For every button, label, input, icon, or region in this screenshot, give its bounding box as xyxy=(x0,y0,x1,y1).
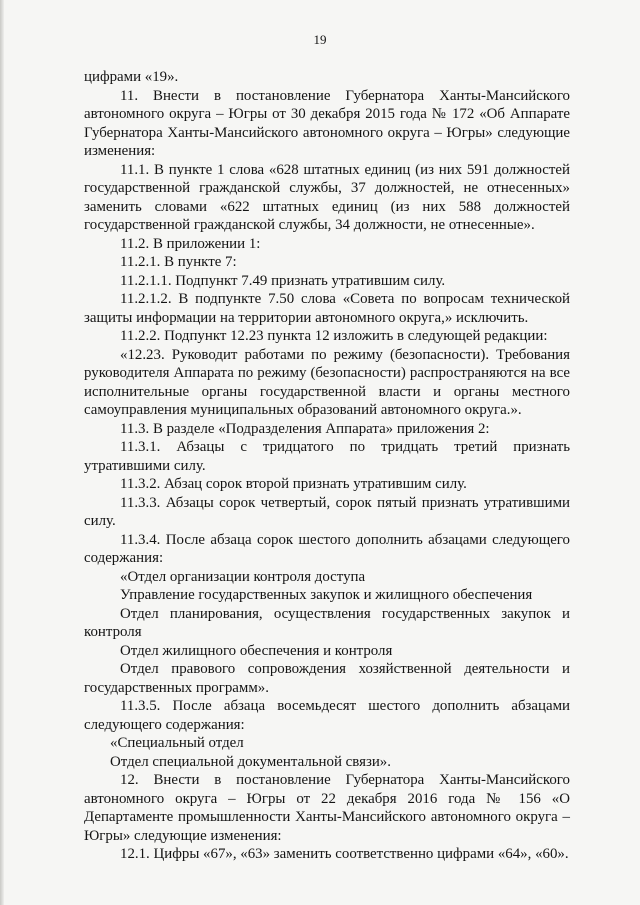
paragraph: «Специальный отдел xyxy=(110,735,244,751)
paragraph: 11.3.5. После абзаца восемьдесят шестого дополнить абзацами следующего содержания: xyxy=(84,698,570,733)
paragraph: Отдел планирования, осуществления государственных закупок и контроля xyxy=(84,605,570,640)
page-edge-shadow xyxy=(0,0,4,905)
paragraph: 11.3.4. После абзаца сорок шестого дополнить абзацами следующего содержания: xyxy=(84,531,570,566)
paragraph: 11.3.3. Абзацы сорок четвертый, сорок пятый признать утратившими силу. xyxy=(84,494,570,529)
paragraph: 11. Внести в постановление Губернатора Ханты-Мансийского автономного округа – Югры от 30 декабря 2015 года № 172 «Об Аппарате Губернатора Ханты-Мансийского автономного округа – Югры» следующие изменения: xyxy=(84,87,570,159)
paragraph: 11.2.2. Подпункт 12.23 пункта 12 изложить в следующей редакции: xyxy=(120,328,548,344)
paragraph: цифрами «19». xyxy=(84,69,179,85)
paragraph: Отдел специальной документальной связи». xyxy=(110,753,391,770)
paragraph: 11.3.1. Абзацы с тридцатого по тридцать третий признать утратившими силу. xyxy=(84,439,570,474)
paragraph: 11.3. В разделе «Подразделения Аппарата» приложения 2: xyxy=(120,420,490,437)
document-body xyxy=(84,68,570,864)
paragraph: 11.2.1.1. Подпункт 7.49 признать утратившим силу. xyxy=(120,272,446,289)
page-number: 19 xyxy=(313,32,327,47)
paragraph: Управление государственных закупок и жилищного обеспечения xyxy=(120,587,533,603)
paragraph: «12.23. Руководит работами по режиму (безопасности). Требования руководителя Аппарата по режиму (безопасности) распространяются на все исполнительные органы государственной власти и органы местного самоуправления муниципальных образований автономного округа.». xyxy=(84,346,570,418)
paragraph: 11.2. В приложении 1: xyxy=(120,235,261,252)
paragraph: 12.1. Цифры «67», «63» заменить соответственно цифрами «64», «60». xyxy=(120,846,569,862)
paragraph: 12. Внести в постановление Губернатора Ханты-Мансийского автономного округа – Югры от 22 декабря 2016 года № 156 «О Департаменте промышленности Ханты-Мансийского автономного округа – Югры» следующие изменения: xyxy=(84,772,570,844)
paragraph: Отдел правового сопровождения хозяйственной деятельности и государственных программ». xyxy=(84,661,570,696)
paragraph: 11.3.2. Абзац сорок второй признать утратившим силу. xyxy=(120,476,467,492)
paragraph: Отдел жилищного обеспечения и контроля xyxy=(120,642,393,659)
paragraph: 11.2.1.2. В подпункте 7.50 слова «Совета по вопросам технической защиты информации на территории автономного округа,» исключить. xyxy=(84,291,570,326)
paragraph: «Отдел организации контроля доступа xyxy=(120,568,366,585)
paragraph: 11.1. В пункте 1 слова «628 штатных единиц (из них 591 должностей государственной гражданской службы, 37 должностей, не отнесенных» заменить словами «622 штатных единиц (из них 588 должностей государственной гражданской службы, 34 должности, не отнесенные». xyxy=(84,161,570,233)
paragraph: 11.2.1. В пункте 7: xyxy=(120,254,237,270)
